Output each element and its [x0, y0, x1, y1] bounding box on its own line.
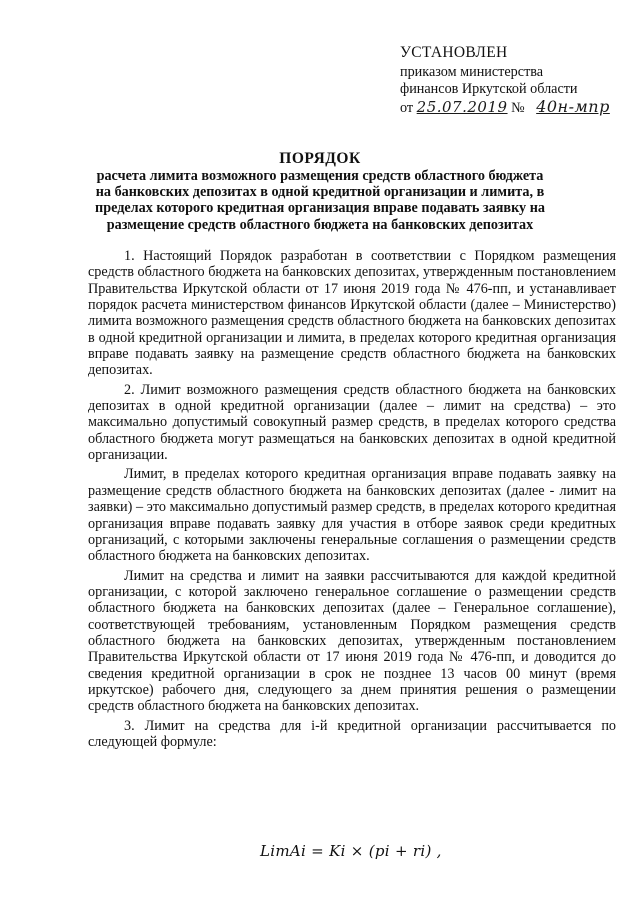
paragraph-3: Лимит, в пределах которого кредитная организация вправе подавать заявку на размещение средств областного бюджета на банковских депозитах (далее - лимит на заявки) – это максимально допустимый размер средств, в пределах которого кредитная организация вправе подавать заявку для участия в отборе заявок среди кредитных организаций, с которыми заключены генеральные соглашения о размещении средств областного бюджета на банковских депозитах.: [88, 466, 616, 565]
document-body: [88, 248, 616, 753]
date-prefix: от: [400, 100, 414, 116]
paragraph-5: 3. Лимит на средства для i-й кредитной организации рассчитывается по следующей формуле:: [88, 717, 616, 750]
paragraph-2: 2. Лимит возможного размещения средств областного бюджета на банковских депозитах в одной кредитной организации (далее – лимит на средства) – это максимально допустимый совокупный размер средств, в пределах которого средства областного бюджета могут размещаться на банковских депозитах в одной кредитной организации.: [88, 381, 616, 464]
formula: LimAi = Ki × (pi + ri) ,: [260, 842, 442, 860]
approval-line-1: приказом министерства: [400, 64, 544, 80]
approval-heading: УСТАНОВЛЕН: [400, 44, 508, 61]
paragraph-4: Лимит на средства и лимит на заявки рассчитываются для каждой кредитной организации, с которой заключено генеральное соглашение о размещении средств областного бюджета на банковских депозитах (далее – Генеральное соглашение), соответствующей требованиям, установленным Порядком размещения средств областного бюджета на банковских депозитах, утвержденным постановлением Правительства Иркутской области от 17 июня 2019 года № 476-пп, и доводится до сведения кредитной организации в срок не позднее 13 часов 00 минут (время иркутское) рабочего дня, следующего за днем принятия решения о размещении средств областного бюджета на банковских депозитах.: [88, 567, 616, 715]
handwritten-number: 40н-мпр: [536, 97, 610, 116]
document-subtitle: расчета лимита возможного размещения средств областного бюджета на банковских депозитах в одной кредитной организации и лимита, в пределах которого кредитная организация вправе подавать заявку на размещение средств областного бюджета на банковских депозитах: [95, 168, 545, 233]
approval-stamp: [400, 44, 630, 117]
approval-date-line: [400, 98, 630, 117]
handwritten-date: 25.07.2019: [416, 98, 508, 116]
paragraph-1: 1. Настоящий Порядок разработан в соответствии с Порядком размещения средств областного бюджета на банковских депозитах, утвержденным постановлением Правительства Иркутской области от 17 июня 2019 года № 476-пп, и устанавливает порядок расчета министерством финансов Иркутской области (далее – Министерство) лимита возможного размещения средств областного бюджета на банковских депозитах в одной кредитной организации и лимита, в пределах которого кредитная организация вправе подавать заявку на размещение средств областного бюджета на банковских депозитах.: [88, 248, 616, 379]
document-title: ПОРЯДОК: [279, 150, 361, 167]
number-prefix: №: [511, 100, 525, 116]
approval-line-2: финансов Иркутской области: [400, 81, 578, 97]
